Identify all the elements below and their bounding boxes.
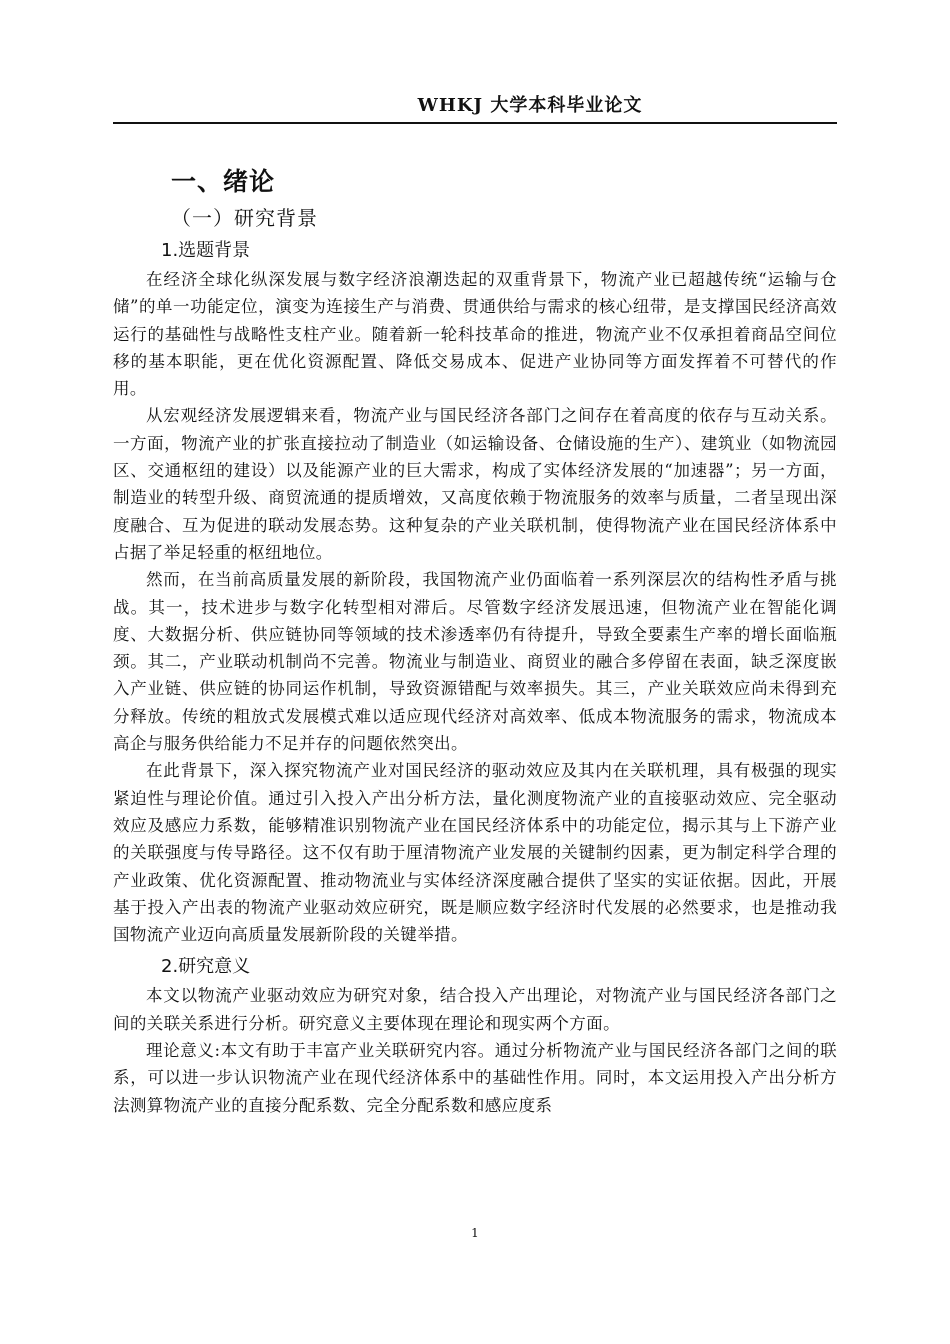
chapter-title: 一、绪论 <box>171 167 276 196</box>
section-title: （一）研究背景 <box>171 206 318 230</box>
paragraph: 在经济全球化纵深发展与数字经济浪潮迭起的双重背景下，物流产业已超越传统“运输与仓储”的单一功能定位，演变为连接生产与消费、贯通供给与需求的核心纽带，是支撑国民经济高效运行的基础性与战略性支柱产业。随着新一轮科技革命的推进，物流产业不仅承担着商品空间位移的基本职能，更在优化资源配置、降低交易成本、促进产业协同等方面发挥着不可替代的作用。 <box>113 270 837 399</box>
document-body <box>113 155 837 1119</box>
paragraph: 理论意义:本文有助于丰富产业关联研究内容。通过分析物流产业与国民经济各部门之间的联系，可以进一步认识物流产业在现代经济体系中的基础性作用。同时，本文运用投入产出分析方法测算物流产业的直接分配系数、完全分配系数和感应度系 <box>113 1041 837 1115</box>
page-header <box>113 90 837 124</box>
header-title: WHKJ 大学本科毕业论文 <box>417 95 643 116</box>
paragraph: 从宏观经济发展逻辑来看，物流产业与国民经济各部门之间存在着高度的依存与互动关系。一方面，物流产业的扩张直接拉动了制造业（如运输设备、仓储设施的生产）、建筑业（如物流园区、交通枢纽的建设）以及能源产业的巨大需求，构成了实体经济发展的“加速器”；另一方面，制造业的转型升级、商贸流通的提质增效，又高度依赖于物流服务的效率与质量，二者呈现出深度融合、互为促进的联动发展态势。这种复杂的产业关联机制，使得物流产业在国民经济体系中占据了举足轻重的枢纽地位。 <box>113 406 837 562</box>
paragraph: 然而，在当前高质量发展的新阶段，我国物流产业仍面临着一系列深层次的结构性矛盾与挑战。其一，技术进步与数字化转型相对滞后。尽管数字经济发展迅速，但物流产业在智能化调度、大数据分析、供应链协同等领域的技术渗透率仍有待提升，导致全要素生产率的增长面临瓶颈。其二，产业联动机制尚不完善。物流业与制造业、商贸业的融合多停留在表面，缺乏深度嵌入产业链、供应链的协同运作机制，导致资源错配与效率损失。其三，产业关联效应尚未得到充分释放。传统的粗放式发展模式难以适应现代经济对高效率、低成本物流服务的需求，物流成本高企与服务供给能力不足并存的问题依然突出。 <box>113 570 837 754</box>
subsection-title-research-significance: 2.研究意义 <box>161 956 251 978</box>
paragraph: 本文以物流产业驱动效应为研究对象，结合投入产出理论，对物流产业与国民经济各部门之间的关联关系进行分析。研究意义主要体现在理论和现实两个方面。 <box>113 986 837 1033</box>
subsection-title-topic-background: 1.选题背景 <box>161 240 251 261</box>
paragraph: 在此背景下，深入探究物流产业对国民经济的驱动效应及其内在关联机理，具有极强的现实紧迫性与理论价值。通过引入投入产出分析方法，量化测度物流产业的直接驱动效应、完全驱动效应及感应力系数，能够精准识别物流产业在国民经济体系中的功能定位，揭示其与上下游产业的关联强度与传导路径。这不仅有助于厘清物流产业发展的关键制约因素，更为制定科学合理的产业政策、优化资源配置、推动物流业与实体经济深度融合提供了坚实的实证依据。因此，开展基于投入产出表的物流产业驱动效应研究，既是顺应数字经济时代发展的必然要求，也是推动我国物流产业迈向高质量发展新阶段的关键举措。 <box>113 761 837 945</box>
page-number: 1 <box>471 1226 479 1240</box>
